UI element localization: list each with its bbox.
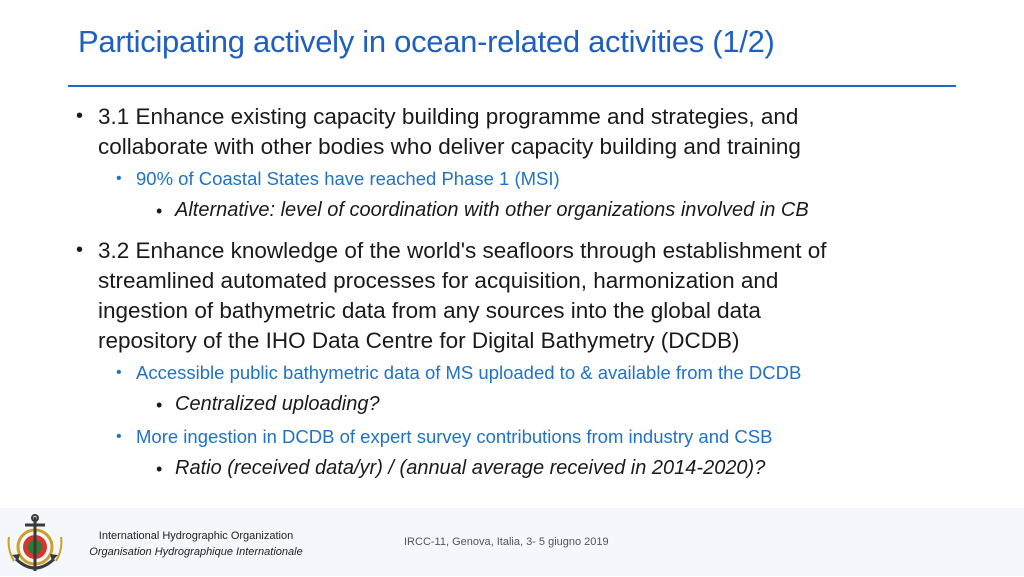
bullet-text-level-3: Alternative: level of coordination with other organizations involved in CB bbox=[175, 199, 809, 221]
bullet-text-level-1: ingestion of bathymetric data from any sources into the global data bbox=[98, 298, 761, 323]
organization-name-en: International Hydrographic Organization bbox=[98, 530, 294, 542]
bullet-text-level-2: 90% of Coastal States have reached Phase 1 (MSI) bbox=[136, 168, 560, 189]
bullet-marker-level-3: • bbox=[156, 459, 163, 479]
conference-info: IRCC-11, Genova, Italia, 3- 5 giugno 2019 bbox=[404, 536, 609, 548]
bullet-text-level-1: 3.2 Enhance knowledge of the world's seafloors through establishment of bbox=[98, 238, 827, 263]
organization-name-fr: Organisation Hydrographique Internationale bbox=[89, 546, 303, 558]
bullet-text-level-1: streamlined automated processes for acquisition, harmonization and bbox=[98, 268, 779, 293]
bullet-text-level-2: Accessible public bathymetric data of MS uploaded to & available from the DCDB bbox=[136, 362, 802, 383]
bullet-text-level-3: Centralized uploading? bbox=[175, 393, 380, 415]
slide-title: Participating actively in ocean-related activities (1/2) bbox=[78, 24, 775, 59]
organization-name bbox=[76, 528, 316, 560]
bullet-text-level-1: repository of the IHO Data Centre for Digital Bathymetry (DCDB) bbox=[98, 328, 740, 353]
bullet-text-level-2: More ingestion in DCDB of expert survey contributions from industry and CSB bbox=[136, 426, 773, 447]
bullet-marker-level-2: • bbox=[116, 364, 122, 381]
bullet-marker-level-3: • bbox=[156, 201, 163, 221]
bullet-marker-level-1: • bbox=[76, 105, 84, 127]
bullet-marker-level-2: • bbox=[116, 428, 122, 445]
bullet-marker-level-1: • bbox=[76, 239, 84, 261]
bullet-text-level-1: collaborate with other bodies who deliver capacity building and training bbox=[98, 134, 801, 159]
footer bbox=[0, 508, 1024, 576]
bullet-text-level-1: 3.1 Enhance existing capacity building programme and strategies, and bbox=[98, 104, 799, 129]
bullet-marker-level-3: • bbox=[156, 395, 163, 415]
iho-anchor-logo-icon bbox=[6, 513, 64, 577]
bullet-marker-level-2: • bbox=[116, 170, 122, 187]
bullet-text-level-3: Ratio (received data/yr) / (annual average received in 2014-2020)? bbox=[175, 457, 766, 479]
